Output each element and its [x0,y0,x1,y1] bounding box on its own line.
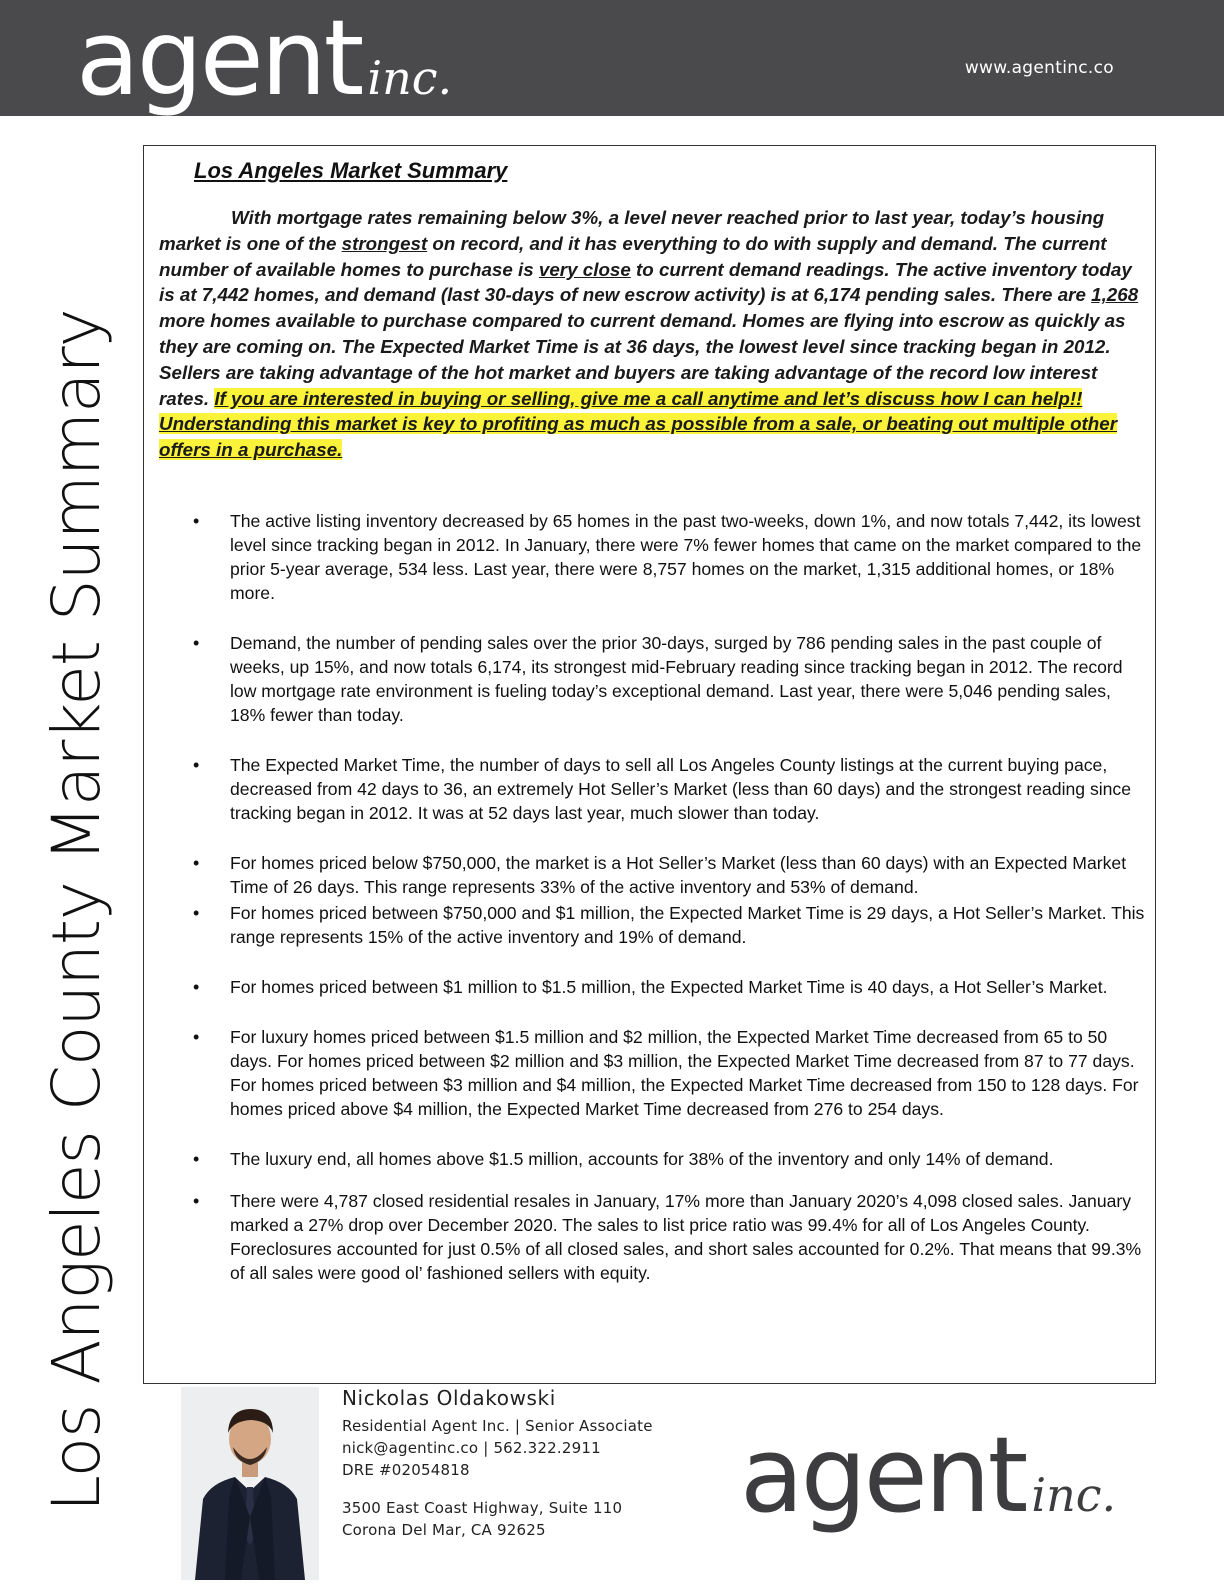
logo-word: agent [76,0,362,119]
market-bullet-list [159,509,1149,1285]
intro-underline-very-close: very close [538,258,631,280]
agent-address-line-2: Corona Del Mar, CA 92625 [342,1521,546,1539]
bullet-item: • For luxury homes priced between $1.5 million and $2 million, the Expected Market Time decreased from 65 to 50 days. For homes priced between $2 million and $3 million, the Expected Market Time decreased from 87 to 77 days. For homes priced between $3 million and $4 million, the Expected Market Time decreased from 150 to 128 days. For homes priced above $4 million, the Expected Market Time decreased from 276 to 254 days. [159,1025,1149,1121]
agent-photo [181,1387,319,1580]
footer-logo-suffix: inc. [1031,1468,1117,1522]
logo-suffix: inc. [367,51,453,105]
agent-portrait-icon [181,1387,319,1580]
agent-contact-block [342,1386,653,1541]
bullet-item: • Demand, the number of pending sales over the prior 30-days, surged by 786 pending sales in the past couple of weeks, up 15%, and now totals 6,174, its strongest mid-February reading since tracking began in 2012. The record low mortgage rate environment is fueling today’s exceptional demand. Last year, there were 5,046 pending sales, 18% fewer than today. [159,631,1149,727]
side-title: Los Angeles County Market Summary [38,309,115,1512]
footer-agent-inc-logo [740,1400,1116,1570]
agent-address-line-1: 3500 East Coast Highway, Suite 110 [342,1499,623,1517]
agent-dre: DRE #02054818 [342,1461,470,1479]
bullet-item: • The Expected Market Time, the number of days to sell all Los Angeles County listings at the current buying pace, decreased from 42 days to 36, an extremely Hot Seller’s Market (less than 60 days) and the strongest reading since tracking began in 2012. It was at 52 days last year, much slower than today. [159,753,1149,825]
agent-contact[interactable]: nick@agentinc.co | 562.322.2911 [342,1439,601,1457]
agent-title: Residential Agent Inc. | Senior Associate [342,1417,653,1435]
agent-name: Nickolas Oldakowski [342,1386,556,1410]
intro-underline-strongest: strongest [341,232,428,254]
agent-inc-logo [76,0,452,136]
page-header [0,0,1224,119]
bullet-item: • For homes priced between $1 million to $1.5 million, the Expected Market Time is 40 days, a Hot Seller’s Market. [159,975,1149,999]
bullet-item: • The luxury end, all homes above $1.5 million, accounts for 38% of the inventory and only 14% of demand. [159,1147,1149,1171]
intro-paragraph: With mortgage rates remaining below 3%, a level never reached prior to last year, today’s housing market is one of the strongest on record, and it has everything to do with supply and demand. The current number of available homes to purchase is very close to current demand readings. The active inventory today is at 7,442 homes, and demand (last 30-days of new escrow activity) is at 6,174 pending sales. There are 1,268 more homes available to purchase compared to current demand. Homes are flying into escrow as quickly as they are coming on. The Expected Market Time is at 36 days, the lowest level since tracking began in 2012. Sellers are taking advantage of the hot market and buyers are taking advantage of the record low interest rates. If you are interested in buying or selling, give me a call anytime and let’s discuss how I can help!! Understanding this market is key to profiting as much as possible from a sale, or beating out multiple other offers in a purchase. [159,207,1139,461]
summary-title: Los Angeles Market Summary [194,158,508,183]
intro-underline-count: 1,268 [1091,284,1139,306]
footer-logo-word: agent [740,1414,1026,1536]
bullet-item: • For homes priced between $750,000 and $1 million, the Expected Market Time is 29 days, a Hot Seller’s Market. This range represents 15% of the active inventory and 19% of demand. [159,901,1149,949]
bullet-item: • There were 4,787 closed residential resales in January, 17% more than January 2020’s 4,098 closed sales. January marked a 27% drop over December 2020. The sales to list price ratio was 99.4% for all of Los Angeles County. Foreclosures accounted for just 0.5% of all closed sales, and short sales accounted for 0.2%. That means that 99.3% of all sales were good ol’ fashioned sellers with equity. [159,1189,1149,1285]
bullet-item: • For homes priced below $750,000, the market is a Hot Seller’s Market (less than 60 days) with an Expected Market Time of 26 days. This range represents 33% of the active inventory and 53% of demand. [159,851,1149,899]
website-link[interactable]: www.agentinc.co [964,58,1114,78]
bullet-item: • The active listing inventory decreased by 65 homes in the past two-weeks, down 1%, and now totals 7,442, its lowest level since tracking began in 2012. In January, there were 7% fewer homes that came on the market compared to the prior 5-year average, 534 less. Last year, there were 8,757 homes on the market, 1,315 additional homes, or 18% more. [159,509,1149,605]
market-summary-box [143,145,1156,1384]
highlighted-call-to-action: If you are interested in buying or selling, give me a call anytime and let’s discuss how I can help!! Understanding this market is key to profiting as much as possible from a sale, or beating out multiple other offers in a purchase. [159,387,1118,461]
